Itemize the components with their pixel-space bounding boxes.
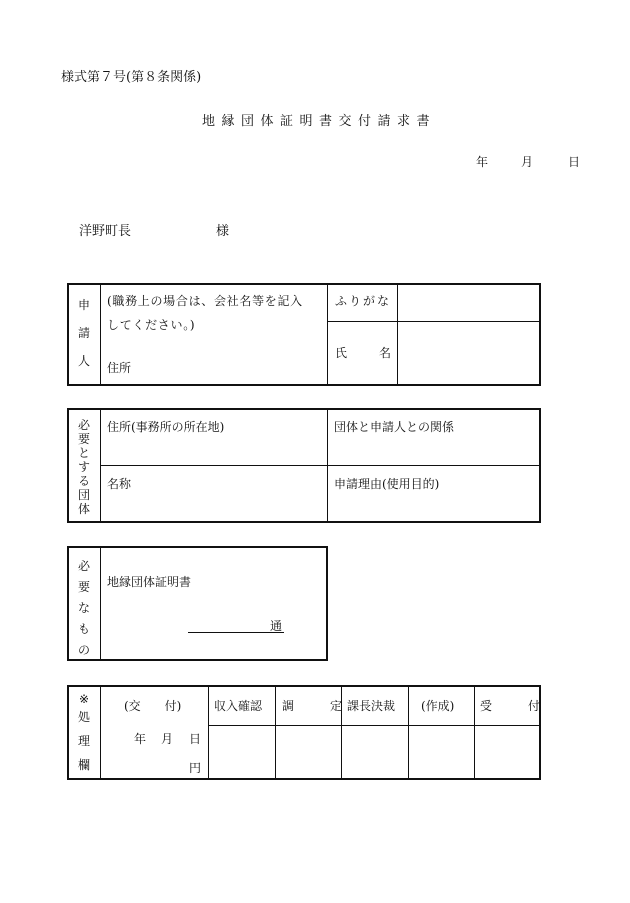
applicant-address-label: 住所: [107, 361, 132, 375]
applicant-label: 申 請 人: [77, 298, 90, 368]
date-month-label: 月: [521, 155, 534, 169]
processing-header-assessment: 調 定: [282, 699, 343, 713]
processing-year: 年: [134, 732, 147, 746]
processing-label: ※ 処 理 欄: [77, 692, 90, 772]
required-org-address-label: 住所(事務所の所在地): [107, 420, 225, 434]
required-items-table: [67, 546, 328, 661]
applicant-note-line1: (職務上の場合は、会社名等を記入: [107, 294, 303, 308]
applicant-name-label-1: 氏: [335, 346, 348, 360]
processing-header-chief-approval: 課長決裁: [347, 699, 396, 713]
form-number: 様式第７号(第８条関係): [61, 70, 202, 85]
required-org-reason-label: 申請理由(使用目的): [334, 477, 440, 491]
processing-header-income-check: 収入確認: [214, 699, 263, 713]
date-year-label: 年: [476, 155, 489, 169]
applicant-furigana-label: ふりがな: [335, 294, 392, 308]
processing-header-issue: (交 付): [124, 699, 182, 713]
processing-header-preparation: (作成): [421, 699, 455, 713]
form-title: 地縁団体証明書交付請求書: [202, 114, 437, 129]
copies-unit: 通: [270, 619, 283, 633]
processing-yen: 円: [189, 761, 202, 775]
date-day-label: 日: [568, 155, 581, 169]
applicant-note-line2: してください。): [107, 318, 196, 332]
required-item-certificate: 地縁団体証明書: [107, 575, 192, 589]
required-items-label: 必 要 な も の: [77, 559, 90, 657]
processing-month: 月: [161, 732, 174, 746]
applicant-name-label-2: 名: [379, 346, 392, 360]
addressee-honorific: 様: [216, 224, 230, 239]
processing-day: 日: [189, 732, 202, 746]
required-org-relation-label: 団体と申請人との関係: [334, 420, 455, 434]
required-org-label: 必 要 と す る 団 体: [77, 418, 90, 516]
required-org-name-label: 名称: [107, 477, 132, 491]
addressee-name: 洋野町長: [79, 224, 132, 239]
processing-header-reception: 受 付: [480, 699, 541, 713]
